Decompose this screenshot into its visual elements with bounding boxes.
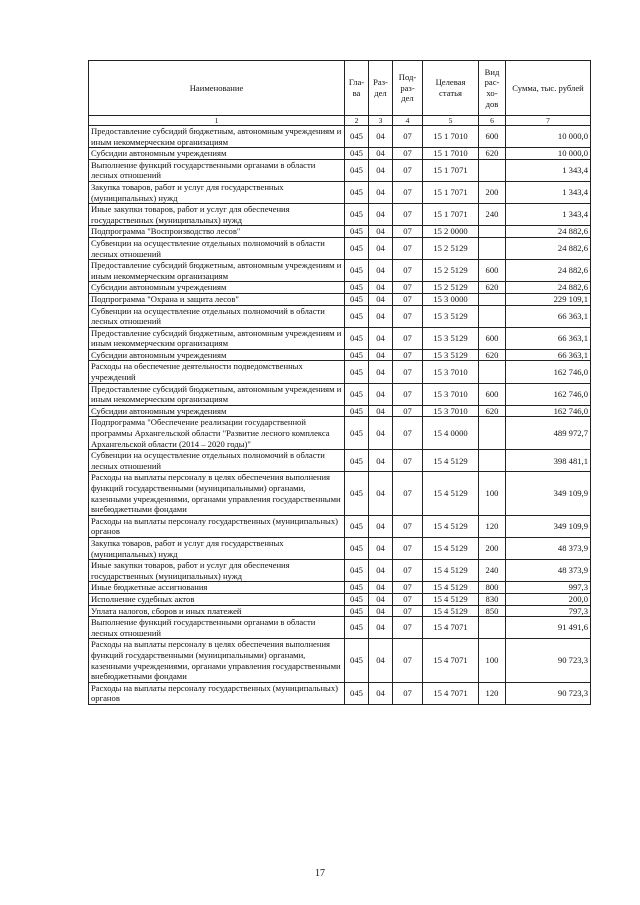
row-razdel: 04 bbox=[369, 226, 393, 238]
row-razdel: 04 bbox=[369, 237, 393, 259]
page-number: 17 bbox=[315, 868, 325, 879]
column-number: 5 bbox=[423, 116, 479, 126]
row-razdel: 04 bbox=[369, 617, 393, 639]
column-number-row bbox=[89, 116, 591, 126]
row-name: Субвенции на осуществление отдельных полномочий в области лесных отношений bbox=[89, 237, 345, 259]
row-target-article: 15 2 0000 bbox=[423, 226, 479, 238]
row-expense-type bbox=[479, 159, 506, 181]
row-amount: 66 363,1 bbox=[506, 349, 591, 361]
row-glava: 045 bbox=[345, 639, 369, 682]
row-target-article: 15 4 5129 bbox=[423, 582, 479, 594]
row-podrazdel: 07 bbox=[393, 226, 423, 238]
row-glava: 045 bbox=[345, 305, 369, 327]
row-razdel: 04 bbox=[369, 450, 393, 472]
row-podrazdel: 07 bbox=[393, 237, 423, 259]
row-target-article: 15 3 5129 bbox=[423, 305, 479, 327]
table-row bbox=[89, 383, 591, 405]
row-razdel: 04 bbox=[369, 126, 393, 148]
table-row bbox=[89, 327, 591, 349]
table-row bbox=[89, 126, 591, 148]
row-glava: 045 bbox=[345, 260, 369, 282]
table-row bbox=[89, 159, 591, 181]
row-target-article: 15 1 7010 bbox=[423, 126, 479, 148]
row-amount: 997,3 bbox=[506, 582, 591, 594]
row-expense-type: 600 bbox=[479, 327, 506, 349]
row-name: Расходы на обеспечение деятельности подведомственных учреждений bbox=[89, 361, 345, 383]
row-name: Субвенции на осуществление отдельных полномочий в области лесных отношений bbox=[89, 450, 345, 472]
row-target-article: 15 4 5129 bbox=[423, 450, 479, 472]
row-target-article: 15 4 5129 bbox=[423, 593, 479, 605]
row-name: Предоставление субсидий бюджетным, автономным учреждениям и иным некоммерческим организациям bbox=[89, 260, 345, 282]
row-amount: 66 363,1 bbox=[506, 305, 591, 327]
row-glava: 045 bbox=[345, 159, 369, 181]
row-target-article: 15 1 7071 bbox=[423, 204, 479, 226]
row-razdel: 04 bbox=[369, 349, 393, 361]
row-podrazdel: 07 bbox=[393, 260, 423, 282]
row-amount: 229 109,1 bbox=[506, 293, 591, 305]
row-amount: 1 343,4 bbox=[506, 181, 591, 203]
table-row bbox=[89, 226, 591, 238]
row-expense-type: 600 bbox=[479, 126, 506, 148]
row-target-article: 15 2 5129 bbox=[423, 282, 479, 294]
row-target-article: 15 1 7071 bbox=[423, 159, 479, 181]
row-target-article: 15 4 5129 bbox=[423, 605, 479, 617]
row-expense-type: 100 bbox=[479, 472, 506, 515]
row-name: Выполнение функций государственными органами в области лесных отношений bbox=[89, 617, 345, 639]
row-amount: 349 109,9 bbox=[506, 515, 591, 537]
row-razdel: 04 bbox=[369, 327, 393, 349]
table-row bbox=[89, 617, 591, 639]
row-expense-type: 600 bbox=[479, 260, 506, 282]
row-glava: 045 bbox=[345, 450, 369, 472]
row-amount: 90 723,3 bbox=[506, 639, 591, 682]
row-amount: 1 343,4 bbox=[506, 159, 591, 181]
row-target-article: 15 2 5129 bbox=[423, 237, 479, 259]
row-razdel: 04 bbox=[369, 560, 393, 582]
row-glava: 045 bbox=[345, 349, 369, 361]
row-amount: 1 343,4 bbox=[506, 204, 591, 226]
row-target-article: 15 4 5129 bbox=[423, 515, 479, 537]
row-target-article: 15 1 7010 bbox=[423, 148, 479, 160]
row-razdel: 04 bbox=[369, 582, 393, 594]
row-target-article: 15 3 0000 bbox=[423, 293, 479, 305]
row-razdel: 04 bbox=[369, 282, 393, 294]
row-expense-type: 830 bbox=[479, 593, 506, 605]
row-expense-type bbox=[479, 293, 506, 305]
row-amount: 48 373,9 bbox=[506, 560, 591, 582]
row-name: Подпрограмма "Воспроизводство лесов" bbox=[89, 226, 345, 238]
row-amount: 90 723,3 bbox=[506, 682, 591, 704]
table-row bbox=[89, 682, 591, 704]
row-razdel: 04 bbox=[369, 305, 393, 327]
column-number: 2 bbox=[345, 116, 369, 126]
row-podrazdel: 07 bbox=[393, 582, 423, 594]
row-amount: 24 882,6 bbox=[506, 260, 591, 282]
budget-table bbox=[88, 60, 591, 705]
row-expense-type: 620 bbox=[479, 405, 506, 417]
row-razdel: 04 bbox=[369, 204, 393, 226]
row-name: Субвенции на осуществление отдельных полномочий в области лесных отношений bbox=[89, 305, 345, 327]
row-expense-type: 200 bbox=[479, 181, 506, 203]
row-glava: 045 bbox=[345, 605, 369, 617]
column-number: 7 bbox=[506, 116, 591, 126]
row-glava: 045 bbox=[345, 383, 369, 405]
table-row bbox=[89, 361, 591, 383]
row-name: Субсидии автономным учреждениям bbox=[89, 405, 345, 417]
row-amount: 66 363,1 bbox=[506, 327, 591, 349]
row-glava: 045 bbox=[345, 293, 369, 305]
row-razdel: 04 bbox=[369, 159, 393, 181]
table-row bbox=[89, 282, 591, 294]
row-name: Предоставление субсидий бюджетным, автономным учреждениям и иным некоммерческим организациям bbox=[89, 383, 345, 405]
row-razdel: 04 bbox=[369, 639, 393, 682]
table-row bbox=[89, 293, 591, 305]
row-name: Расходы на выплаты персоналу государственных (муниципальных) органов bbox=[89, 515, 345, 537]
row-name: Иные бюджетные ассигнования bbox=[89, 582, 345, 594]
table-row bbox=[89, 305, 591, 327]
row-expense-type: 850 bbox=[479, 605, 506, 617]
row-target-article: 15 4 7071 bbox=[423, 639, 479, 682]
header-row bbox=[89, 61, 591, 116]
row-glava: 045 bbox=[345, 515, 369, 537]
table-row bbox=[89, 260, 591, 282]
row-podrazdel: 07 bbox=[393, 383, 423, 405]
row-razdel: 04 bbox=[369, 361, 393, 383]
row-expense-type: 620 bbox=[479, 148, 506, 160]
row-expense-type bbox=[479, 226, 506, 238]
table-row bbox=[89, 417, 591, 450]
row-target-article: 15 4 0000 bbox=[423, 417, 479, 450]
row-target-article: 15 2 5129 bbox=[423, 260, 479, 282]
row-name: Закупка товаров, работ и услуг для государственных (муниципальных) нужд bbox=[89, 537, 345, 559]
row-razdel: 04 bbox=[369, 417, 393, 450]
table-row bbox=[89, 405, 591, 417]
row-name: Закупка товаров, работ и услуг для государственных (муниципальных) нужд bbox=[89, 181, 345, 203]
row-razdel: 04 bbox=[369, 682, 393, 704]
row-expense-type: 120 bbox=[479, 682, 506, 704]
row-podrazdel: 07 bbox=[393, 327, 423, 349]
row-podrazdel: 07 bbox=[393, 282, 423, 294]
row-glava: 045 bbox=[345, 417, 369, 450]
row-expense-type: 620 bbox=[479, 282, 506, 294]
row-glava: 045 bbox=[345, 204, 369, 226]
row-podrazdel: 07 bbox=[393, 349, 423, 361]
row-amount: 24 882,6 bbox=[506, 282, 591, 294]
row-target-article: 15 4 7071 bbox=[423, 682, 479, 704]
row-glava: 045 bbox=[345, 617, 369, 639]
row-target-article: 15 4 5129 bbox=[423, 472, 479, 515]
row-razdel: 04 bbox=[369, 537, 393, 559]
row-podrazdel: 07 bbox=[393, 126, 423, 148]
row-target-article: 15 3 7010 bbox=[423, 405, 479, 417]
row-expense-type bbox=[479, 450, 506, 472]
row-podrazdel: 07 bbox=[393, 204, 423, 226]
row-podrazdel: 07 bbox=[393, 593, 423, 605]
row-expense-type: 100 bbox=[479, 639, 506, 682]
row-podrazdel: 07 bbox=[393, 537, 423, 559]
table-row bbox=[89, 181, 591, 203]
row-name: Расходы на выплаты персоналу в целях обеспечения выполнения функций государственными (муниципальными) органами, казенными учреждениями, органами управления государственными внебюджетными фондами bbox=[89, 472, 345, 515]
row-name: Исполнение судебных актов bbox=[89, 593, 345, 605]
row-amount: 10 000,0 bbox=[506, 126, 591, 148]
row-podrazdel: 07 bbox=[393, 472, 423, 515]
row-target-article: 15 3 7010 bbox=[423, 361, 479, 383]
row-razdel: 04 bbox=[369, 383, 393, 405]
row-name: Субсидии автономным учреждениям bbox=[89, 349, 345, 361]
column-number: 4 bbox=[393, 116, 423, 126]
row-name: Иные закупки товаров, работ и услуг для обеспечения государственных (муниципальных) нужд bbox=[89, 560, 345, 582]
row-expense-type: 800 bbox=[479, 582, 506, 594]
row-name: Субсидии автономным учреждениям bbox=[89, 148, 345, 160]
row-target-article: 15 3 5129 bbox=[423, 327, 479, 349]
row-podrazdel: 07 bbox=[393, 605, 423, 617]
row-name: Расходы на выплаты персоналу в целях обеспечения выполнения функций государственными (муниципальными) органами, казенными учреждениями, органами управления государственными внебюджетными фондами bbox=[89, 639, 345, 682]
row-amount: 162 746,0 bbox=[506, 383, 591, 405]
header-glava: Гла-ва bbox=[345, 61, 369, 116]
row-amount: 489 972,7 bbox=[506, 417, 591, 450]
table-row bbox=[89, 639, 591, 682]
table-row bbox=[89, 148, 591, 160]
row-glava: 045 bbox=[345, 226, 369, 238]
row-razdel: 04 bbox=[369, 605, 393, 617]
table-row bbox=[89, 204, 591, 226]
row-podrazdel: 07 bbox=[393, 417, 423, 450]
table-row bbox=[89, 349, 591, 361]
table-row bbox=[89, 605, 591, 617]
row-razdel: 04 bbox=[369, 181, 393, 203]
row-glava: 045 bbox=[345, 361, 369, 383]
row-razdel: 04 bbox=[369, 405, 393, 417]
header-summa: Сумма, тыс. рублей bbox=[506, 61, 591, 116]
row-name: Подпрограмма "Обеспечение реализации государственной программы Архангельской области "Развитие лесного комплекса Архангельской области (2014 – 2020 годы)" bbox=[89, 417, 345, 450]
row-podrazdel: 07 bbox=[393, 515, 423, 537]
row-glava: 045 bbox=[345, 148, 369, 160]
row-amount: 797,3 bbox=[506, 605, 591, 617]
row-expense-type: 240 bbox=[479, 204, 506, 226]
row-target-article: 15 1 7071 bbox=[423, 181, 479, 203]
row-expense-type: 620 bbox=[479, 349, 506, 361]
row-name: Предоставление субсидий бюджетным, автономным учреждениям и иным некоммерческим организациям bbox=[89, 126, 345, 148]
row-podrazdel: 07 bbox=[393, 293, 423, 305]
column-number: 1 bbox=[89, 116, 345, 126]
table-row bbox=[89, 515, 591, 537]
row-amount: 200,0 bbox=[506, 593, 591, 605]
row-razdel: 04 bbox=[369, 515, 393, 537]
table-row bbox=[89, 560, 591, 582]
row-amount: 349 109,9 bbox=[506, 472, 591, 515]
row-amount: 162 746,0 bbox=[506, 405, 591, 417]
row-podrazdel: 07 bbox=[393, 148, 423, 160]
table-row bbox=[89, 450, 591, 472]
row-expense-type bbox=[479, 237, 506, 259]
row-glava: 045 bbox=[345, 472, 369, 515]
row-glava: 045 bbox=[345, 582, 369, 594]
row-target-article: 15 4 5129 bbox=[423, 560, 479, 582]
row-target-article: 15 3 7010 bbox=[423, 383, 479, 405]
row-glava: 045 bbox=[345, 237, 369, 259]
row-podrazdel: 07 bbox=[393, 159, 423, 181]
row-expense-type: 120 bbox=[479, 515, 506, 537]
table-row bbox=[89, 537, 591, 559]
row-name: Расходы на выплаты персоналу государственных (муниципальных) органов bbox=[89, 682, 345, 704]
row-glava: 045 bbox=[345, 593, 369, 605]
row-amount: 48 373,9 bbox=[506, 537, 591, 559]
row-podrazdel: 07 bbox=[393, 450, 423, 472]
row-glava: 045 bbox=[345, 126, 369, 148]
row-glava: 045 bbox=[345, 327, 369, 349]
row-amount: 10 000,0 bbox=[506, 148, 591, 160]
header-vid: Вид рас-хо-дов bbox=[479, 61, 506, 116]
table-row bbox=[89, 593, 591, 605]
row-glava: 045 bbox=[345, 537, 369, 559]
column-number: 6 bbox=[479, 116, 506, 126]
row-razdel: 04 bbox=[369, 293, 393, 305]
row-podrazdel: 07 bbox=[393, 682, 423, 704]
row-target-article: 15 4 5129 bbox=[423, 537, 479, 559]
row-target-article: 15 4 7071 bbox=[423, 617, 479, 639]
row-razdel: 04 bbox=[369, 472, 393, 515]
row-expense-type bbox=[479, 617, 506, 639]
row-razdel: 04 bbox=[369, 593, 393, 605]
row-podrazdel: 07 bbox=[393, 560, 423, 582]
header-name: Наименование bbox=[89, 61, 345, 116]
table-row bbox=[89, 472, 591, 515]
row-podrazdel: 07 bbox=[393, 361, 423, 383]
row-glava: 045 bbox=[345, 560, 369, 582]
row-name: Уплата налогов, сборов и иных платежей bbox=[89, 605, 345, 617]
column-number: 3 bbox=[369, 116, 393, 126]
row-razdel: 04 bbox=[369, 260, 393, 282]
row-glava: 045 bbox=[345, 682, 369, 704]
row-podrazdel: 07 bbox=[393, 181, 423, 203]
row-glava: 045 bbox=[345, 181, 369, 203]
table-row bbox=[89, 582, 591, 594]
row-name: Подпрограмма "Охрана и защита лесов" bbox=[89, 293, 345, 305]
row-glava: 045 bbox=[345, 405, 369, 417]
row-podrazdel: 07 bbox=[393, 639, 423, 682]
row-expense-type bbox=[479, 417, 506, 450]
row-expense-type: 240 bbox=[479, 560, 506, 582]
header-razdel: Раз-дел bbox=[369, 61, 393, 116]
row-amount: 91 491,6 bbox=[506, 617, 591, 639]
row-amount: 162 746,0 bbox=[506, 361, 591, 383]
row-name: Предоставление субсидий бюджетным, автономным учреждениям и иным некоммерческим организациям bbox=[89, 327, 345, 349]
row-name: Субсидии автономным учреждениям bbox=[89, 282, 345, 294]
row-amount: 24 882,6 bbox=[506, 226, 591, 238]
row-name: Выполнение функций государственными органами в области лесных отношений bbox=[89, 159, 345, 181]
row-name: Иные закупки товаров, работ и услуг для обеспечения государственных (муниципальных) нужд bbox=[89, 204, 345, 226]
row-podrazdel: 07 bbox=[393, 305, 423, 327]
row-podrazdel: 07 bbox=[393, 617, 423, 639]
row-expense-type bbox=[479, 305, 506, 327]
row-expense-type: 600 bbox=[479, 383, 506, 405]
row-amount: 398 481,1 bbox=[506, 450, 591, 472]
table-body bbox=[89, 126, 591, 705]
row-expense-type: 200 bbox=[479, 537, 506, 559]
row-expense-type bbox=[479, 361, 506, 383]
header-podrazdel: Под-раз-дел bbox=[393, 61, 423, 116]
row-target-article: 15 3 5129 bbox=[423, 349, 479, 361]
row-razdel: 04 bbox=[369, 148, 393, 160]
table-row bbox=[89, 237, 591, 259]
row-amount: 24 882,6 bbox=[506, 237, 591, 259]
row-glava: 045 bbox=[345, 282, 369, 294]
header-statya: Целевая статья bbox=[423, 61, 479, 116]
row-podrazdel: 07 bbox=[393, 405, 423, 417]
